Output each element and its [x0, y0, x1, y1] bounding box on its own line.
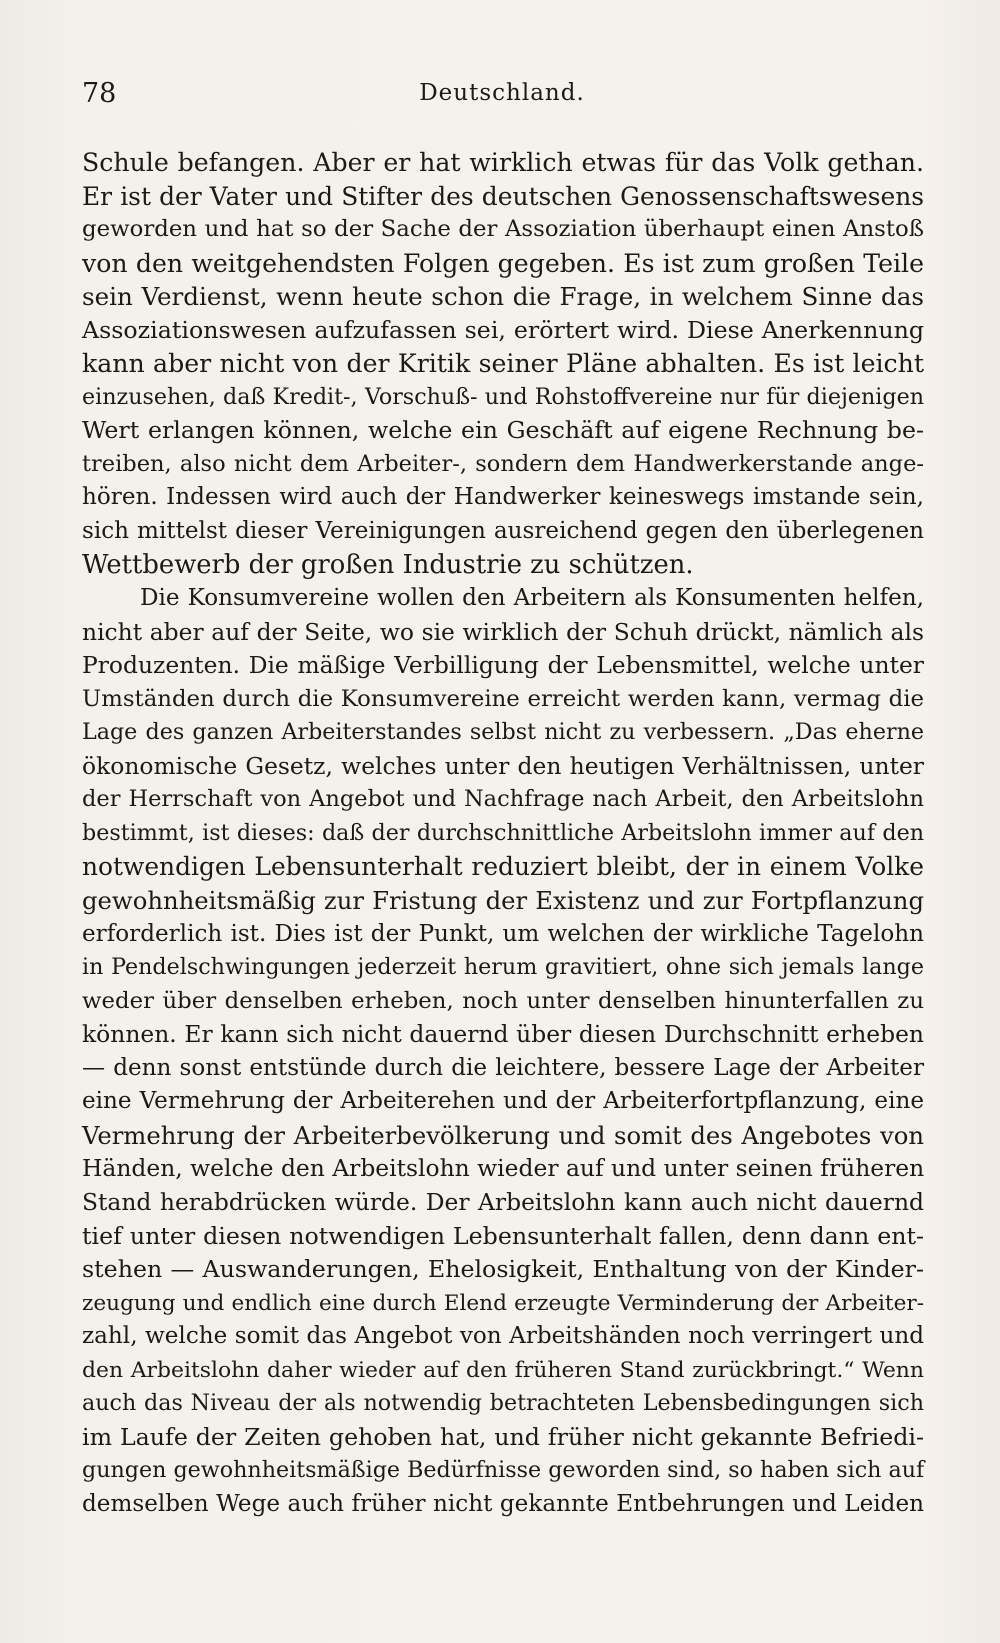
text-line: im Laufe der Zeiten gehoben hat, und früher nicht gekannte Befriedi-: [82, 1422, 924, 1451]
text-line: sein Verdienst, wenn heute schon die Frage, in welchem Sinne das: [82, 282, 924, 312]
text-line: in Pendelschwingungen jederzeit herum gravitiert, ohne sich jemals lange: [82, 954, 924, 981]
text-line: Er ist der Vater und Stifter des deutschen Genossenschaftswesens: [82, 181, 924, 211]
page-number: 78: [82, 78, 117, 109]
text-line: gewohnheitsmäßig zur Fristung der Existenz und zur Fortpflanzung: [82, 886, 924, 916]
text-line: — denn sonst entstünde durch die leichtere, bessere Lage der Arbeiter: [82, 1054, 924, 1081]
text-line: Schule befangen. Aber er hat wirklich etwas für das Volk gethan.: [82, 148, 924, 177]
text-line: der Herrschaft von Angebot und Nachfrage nach Arbeit, den Arbeitslohn: [82, 786, 924, 813]
text-line: treiben, also nicht dem Arbeiter-, sondern dem Handwerkerstande ange-: [82, 450, 924, 477]
text-line: auch das Niveau der als notwendig betrachteten Lebensbedingungen sich: [82, 1390, 924, 1417]
text-line: Umständen durch die Konsumvereine erreicht werden kann, vermag die: [82, 685, 924, 712]
text-line: Lage des ganzen Arbeiterstandes selbst nicht zu verbessern. „Das eherne: [82, 719, 924, 746]
text-line: nicht aber auf der Seite, wo sie wirklich der Schuh drückt, nämlich als: [82, 617, 924, 646]
text-line: zeugung und endlich eine durch Elend erzeugte Verminderung der Arbeiter-: [82, 1290, 924, 1316]
text-line: ökonomische Gesetz, welches unter den heutigen Verhältnissen, unter: [82, 751, 924, 780]
text-line: weder über denselben erheben, noch unter denselben hinunterfallen zu: [82, 987, 924, 1014]
text-line: demselben Wege auch früher nicht gekannte Entbehrungen und Leiden: [82, 1490, 924, 1517]
text-line: gungen gewohnheitsmäßige Bedürfnisse geworden sind, so haben sich auf: [82, 1457, 925, 1484]
text-line: einzusehen, daß Kredit-, Vorschuß- und Rohstoffvereine nur für diejenigen: [82, 383, 924, 410]
text-line: Händen, welche den Arbeitslohn wieder auf und unter seinen früheren: [82, 1154, 925, 1183]
text-line: zahl, welche somit das Angebot von Arbeitshänden noch verringert und: [82, 1323, 924, 1350]
text-line: den Arbeitslohn daher wieder auf den früheren Stand zurückbringt.“ Wenn: [82, 1357, 924, 1383]
text-line: tief unter diesen notwendigen Lebensunterhalt fallen, denn dann ent-: [82, 1221, 924, 1250]
text-line: stehen — Auswanderungen, Ehelosigkeit, Enthaltung von der Kinder-: [82, 1255, 924, 1284]
text-line: bestimmt, ist dieses: daß der durchschnittliche Arbeitslohn immer auf den: [82, 819, 924, 846]
text-line: kann aber nicht von der Kritik seiner Pläne abhalten. Es ist leicht: [82, 349, 924, 379]
body-text: [82, 146, 924, 1521]
text-line: sich mittelst dieser Vereinigungen ausreichend gegen den überlegenen: [82, 518, 924, 545]
text-line: erforderlich ist. Dies ist der Punkt, um welchen der wirkliche Tagelohn: [82, 920, 924, 947]
text-line: Wert erlangen können, welche ein Geschäft auf eigene Rechnung be-: [82, 416, 924, 445]
text-line: geworden und hat so der Sache der Assoziation überhaupt einen Anstoß: [82, 216, 924, 243]
text-line: Assoziationswesen aufzufassen sei, erörtert wird. Diese Anerkennung: [82, 315, 924, 344]
text-line: Stand herabdrücken würde. Der Arbeitslohn kann auch nicht dauernd: [82, 1187, 924, 1216]
page-header: [82, 78, 922, 118]
text-line: Die Konsumvereine wollen den Arbeitern als Konsumenten helfen,: [140, 585, 924, 612]
text-line: können. Er kann sich nicht dauernd über diesen Durchschnitt erheben: [82, 1020, 924, 1049]
text-line: notwendigen Lebensunterhalt reduziert bleibt, der in einem Volke: [82, 852, 924, 882]
text-line: Vermehrung der Arbeiterbevölkerung und somit des Angebotes von: [82, 1120, 924, 1150]
text-line: von den weitgehendsten Folgen gegeben. Es ist zum großen Teile: [82, 248, 924, 278]
text-line: Produzenten. Die mäßige Verbilligung der Lebensmittel, welche unter: [82, 651, 924, 680]
text-line: Wettbewerb der großen Industrie zu schützen.: [82, 549, 694, 580]
text-line: eine Vermehrung der Arbeiterehen und der Arbeiterfortpflanzung, eine: [82, 1088, 924, 1115]
running-head: Deutschland.: [419, 80, 585, 106]
text-line: hören. Indessen wird auch der Handwerker keineswegs imstande sein,: [82, 484, 924, 511]
